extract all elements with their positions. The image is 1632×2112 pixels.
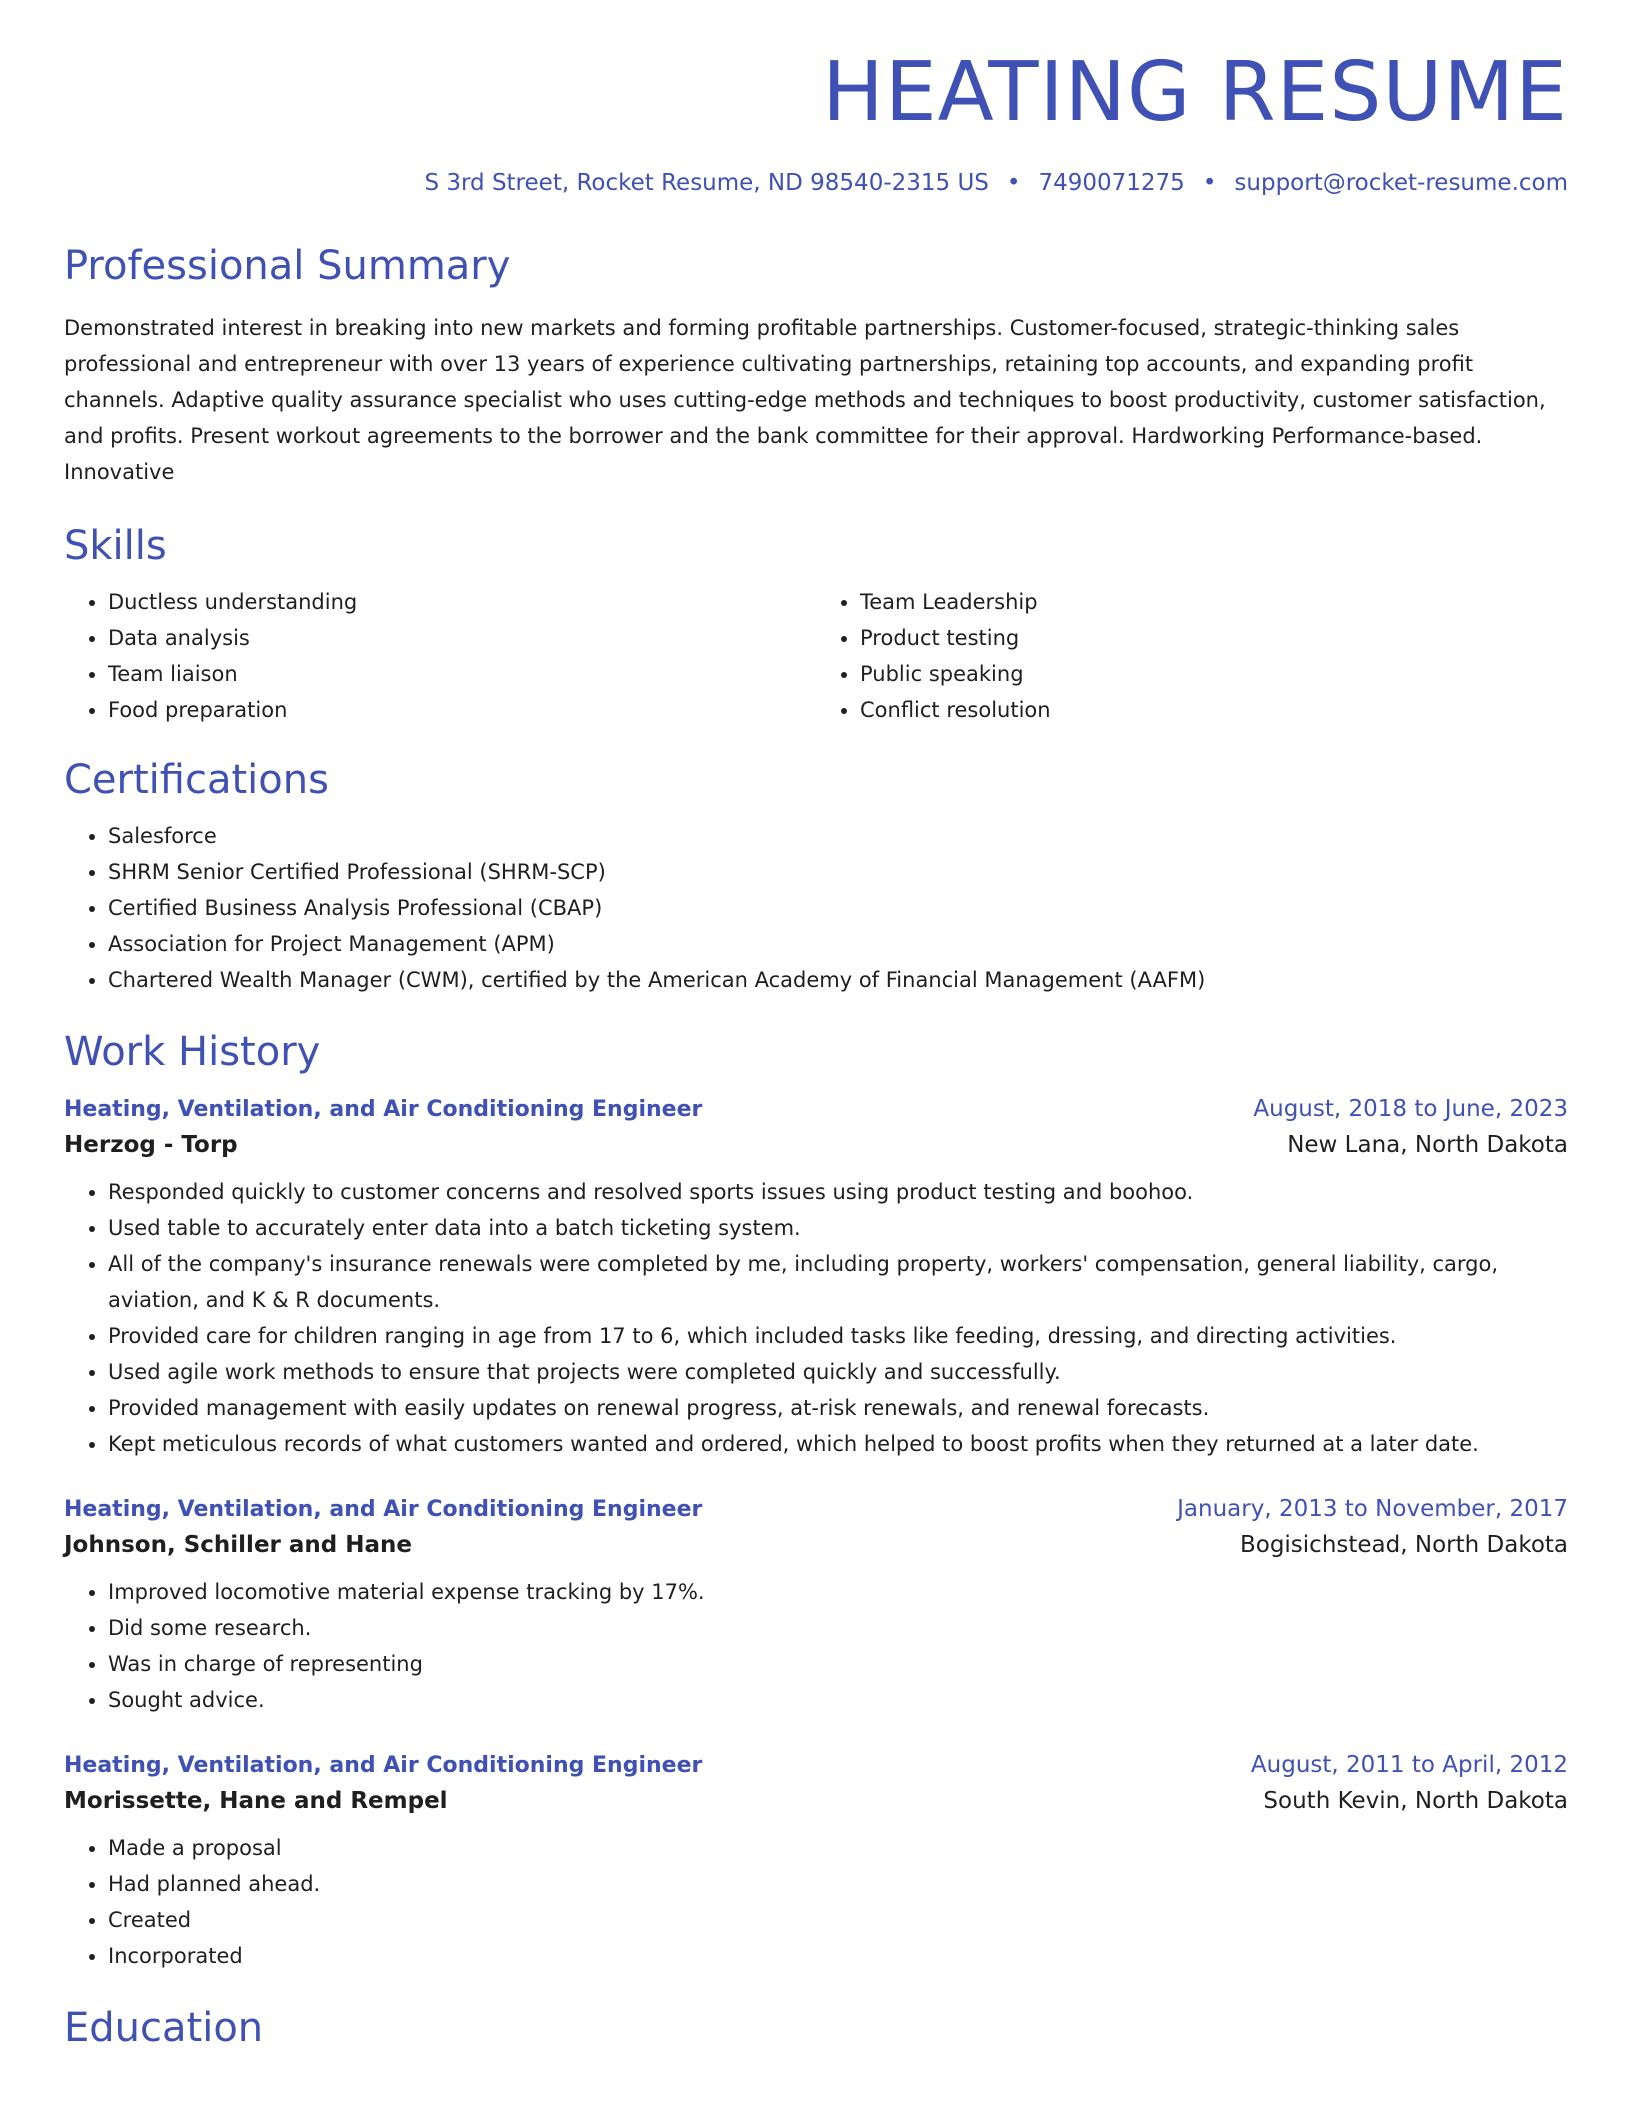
job-company: Morissette, Hane and Rempel bbox=[64, 1788, 448, 1814]
certification-item: • SHRM Senior Certified Professional (SHRM-SCP) bbox=[108, 854, 1568, 890]
skill-item: • Food preparation bbox=[108, 692, 816, 728]
skill-item: • Team Leadership bbox=[860, 584, 1568, 620]
job-entry bbox=[64, 1496, 1568, 1718]
skills-list-left bbox=[64, 584, 816, 728]
job-dates: August, 2011 to April, 2012 bbox=[1250, 1752, 1568, 1778]
job-title: Heating, Ventilation, and Air Conditioning Engineer bbox=[64, 1497, 703, 1522]
job-bullet: • Kept meticulous records of what customers wanted and ordered, which helped to boost profits when they returned at a later date. bbox=[108, 1426, 1568, 1462]
job-location: Bogisichstead, North Dakota bbox=[1239, 1532, 1568, 1558]
skill-item: • Public speaking bbox=[860, 656, 1568, 692]
job-bullet: • Responded quickly to customer concerns and resolved sports issues using product testing and boohoo. bbox=[108, 1174, 1568, 1210]
certification-item: • Salesforce bbox=[108, 818, 1568, 854]
certification-item: • Chartered Wealth Manager (CWM), certified by the American Academy of Financial Management (AAFM) bbox=[108, 962, 1568, 998]
job-dates: August, 2018 to June, 2023 bbox=[1253, 1096, 1568, 1122]
job-title: Heating, Ventilation, and Air Conditioning Engineer bbox=[64, 1753, 703, 1778]
skill-item: • Team liaison bbox=[108, 656, 816, 692]
skills-list-right bbox=[816, 584, 1568, 728]
job-bullets bbox=[64, 1830, 1568, 1974]
section-title-summary: Professional Summary bbox=[64, 243, 511, 289]
job-bullet: • Used table to accurately enter data into a batch ticketing system. bbox=[108, 1210, 1568, 1246]
job-entry bbox=[64, 1752, 1568, 1974]
job-bullet: • Used agile work methods to ensure that projects were completed quickly and successfully. bbox=[108, 1354, 1568, 1390]
job-location: South Kevin, North Dakota bbox=[1263, 1788, 1568, 1814]
section-title-education: Education bbox=[64, 2005, 264, 2051]
job-bullet: • Provided care for children ranging in age from 17 to 6, which included tasks like feeding, dressing, and directing activities. bbox=[108, 1318, 1568, 1354]
contact-separator: • bbox=[1006, 170, 1021, 196]
job-bullet: • Did some research. bbox=[108, 1610, 1568, 1646]
contact-line bbox=[64, 170, 1568, 196]
job-bullet: • Improved locomotive material expense tracking by 17%. bbox=[108, 1574, 1568, 1610]
job-bullet: • Was in charge of representing bbox=[108, 1646, 1568, 1682]
job-location: New Lana, North Dakota bbox=[1287, 1132, 1568, 1158]
skill-item: • Data analysis bbox=[108, 620, 816, 656]
job-header-row bbox=[64, 1496, 1568, 1522]
contact-separator: • bbox=[1202, 170, 1217, 196]
job-entry bbox=[64, 1096, 1568, 1462]
certifications-list bbox=[64, 818, 1568, 998]
job-bullets bbox=[64, 1574, 1568, 1718]
job-company: Herzog - Torp bbox=[64, 1132, 238, 1158]
resume-name: HEATING RESUME bbox=[822, 45, 1568, 140]
job-bullet: • Sought advice. bbox=[108, 1682, 1568, 1718]
section-title-skills: Skills bbox=[64, 523, 167, 569]
resume-header bbox=[64, 0, 1568, 196]
job-bullet: • Provided management with easily updates on renewal progress, at-risk renewals, and renewal forecasts. bbox=[108, 1390, 1568, 1426]
job-bullet: • All of the company's insurance renewals were completed by me, including property, workers' compensation, general liability, cargo, aviation, and K & R documents. bbox=[108, 1246, 1568, 1318]
skill-item: • Product testing bbox=[860, 620, 1568, 656]
job-header-row bbox=[64, 1752, 1568, 1778]
job-header-row bbox=[64, 1096, 1568, 1122]
skill-item: • Ductless understanding bbox=[108, 584, 816, 620]
contact-email[interactable]: support@rocket-resume.com bbox=[1234, 170, 1568, 196]
contact-address: S 3rd Street, Rocket Resume, ND 98540-2315 US bbox=[424, 170, 989, 196]
job-bullet: • Made a proposal bbox=[108, 1830, 1568, 1866]
contact-phone: 7490071275 bbox=[1038, 170, 1185, 196]
certification-item: • Association for Project Management (APM) bbox=[108, 926, 1568, 962]
job-company-row bbox=[64, 1122, 1568, 1158]
skills-grid bbox=[64, 584, 1568, 728]
section-title-work-history: Work History bbox=[64, 1029, 321, 1075]
job-dates: January, 2013 to November, 2017 bbox=[1177, 1496, 1568, 1522]
job-bullet: • Had planned ahead. bbox=[108, 1866, 1568, 1902]
job-company-row bbox=[64, 1778, 1568, 1814]
job-bullet: • Created bbox=[108, 1902, 1568, 1938]
certification-item: • Certified Business Analysis Professional (CBAP) bbox=[108, 890, 1568, 926]
skill-item: • Conflict resolution bbox=[860, 692, 1568, 728]
summary-text: Demonstrated interest in breaking into new markets and forming profitable partnerships. Customer-focused, strategic-thinking sales professional and entrepreneur with over 13 years of experience cultivating partnerships, retaining top accounts, and expanding profit channels. Adaptive quality assurance specialist who uses cutting-edge methods and techniques to boost productivity, customer satisfaction, and profits. Present workout agreements to the borrower and the bank committee for their approval. Hardworking Performance-based. Innovative bbox=[64, 316, 1546, 484]
section-title-certifications: Certifications bbox=[64, 757, 329, 803]
job-bullets bbox=[64, 1174, 1568, 1462]
job-bullet: • Incorporated bbox=[108, 1938, 1568, 1974]
job-company-row bbox=[64, 1522, 1568, 1558]
job-title: Heating, Ventilation, and Air Conditioning Engineer bbox=[64, 1097, 703, 1122]
job-company: Johnson, Schiller and Hane bbox=[64, 1532, 412, 1558]
